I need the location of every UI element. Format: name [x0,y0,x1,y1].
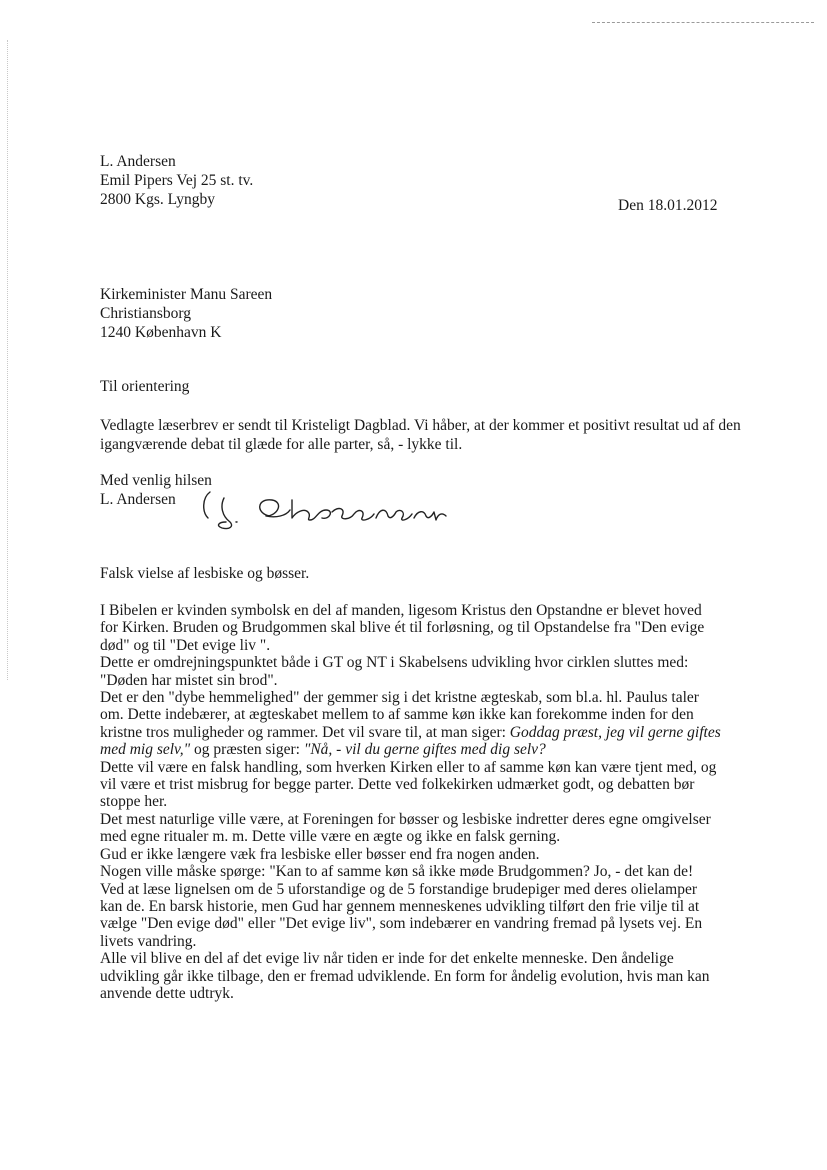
recipient-address [100,285,272,342]
article-line: vælge "Den evige død" eller "Det evige liv", som indebærer en vandring fremad på lysets vej. En [100,915,703,933]
article-line: Ved at læse lignelsen om de 5 uforstandige og de 5 forstandige brudepiger med deres olielamper [100,880,698,898]
article-line: "Døden har mistet sin brod". [100,671,278,689]
article-line: livets vandring. [100,932,197,950]
italic-quote: "Nå, - vil du gerne giftes med dig selv? [303,741,546,759]
article-line [100,741,765,758]
sender-name: L. Andersen [100,153,176,170]
article-line: Dette er omdrejningspunktet både i GT og NT i Skabelsens udvikling hvor cirklen sluttes med: [100,654,689,672]
letter-intro [100,416,760,454]
article-title [100,564,309,583]
sender-street: Emil Pipers Vej 25 st. tv. [100,172,254,189]
recipient-place: Christiansborg [100,305,191,322]
article-line: Alle vil blive en del af det evige liv når tiden er inde for det enkelte menneske. Den åndelige [100,950,674,968]
italic-quote-end: med mig selv," [100,741,191,759]
scan-edge-left [7,40,8,680]
article-line: Det mest naturlige ville være, at Foreningen for bøsser og lesbiske indretter deres egne omgivelser [100,810,711,828]
article-line: om. Dette indebærer, at ægteskabet mellem to af samme køn ikke kan forekomme inden for den [100,706,694,724]
article-line-start: kristne tros muligheder og rammer. Det vil svare til, at man siger: [100,723,510,741]
article-line [100,724,765,741]
article-line: Nogen ville måske spørge: "Kan to af samme køn så ikke møde Brudgommen? Jo, - det kan de! [100,863,694,881]
closing-greeting: Med venlig hilsen [100,472,212,489]
handwritten-signature [200,486,450,534]
recipient-name: Kirkeminister Manu Sareen [100,286,273,303]
article-line: med egne ritualer m. m. Dette ville være en ægte og ikke en falsk gerning. [100,828,561,846]
article-line: Dette vil være en falsk handling, som hverken Kirken eller to af samme køn kan være tjent med, og [100,758,717,776]
scan-edge-top [592,22,814,23]
letter-date: Den 18.01.2012 [618,197,718,214]
article-title-text: Falsk vielse af lesbiske og bøsser. [100,565,310,582]
article-line: Gud er ikke længere væk fra lesbiske eller bøsser end fra nogen anden. [100,845,540,863]
article-line: for Kirken. Bruden og Brudgommen skal blive ét til forløsning, og til Opstandelse fra "Den evige [100,619,705,637]
article-line-mid: og præsten siger: [190,741,304,759]
intro-paragraph: Vedlagte læserbrev er sendt til Kristeligt Dagblad. Vi håber, at der kommer et positivt resultat ud af den igangværende debat til glæde for alle parter, så, - lykke til. [100,417,741,453]
letter-heading [100,377,189,396]
heading-text: Til orientering [100,378,190,395]
article-line: stoppe her. [100,793,168,811]
article-line: Det er den "dybe hemmelighed" der gemmer sig i det kristne ægteskab, som bl.a. hl. Paulus taler [100,689,699,707]
letter-closing [100,471,212,509]
article-line: I Bibelen er kvinden symbolsk en del af manden, ligesom Kristus den Opstandne er blevet hoved [100,602,702,619]
sender-city: 2800 Kgs. Lyngby [100,191,215,208]
article-line: kan de. En barsk historie, men Gud har gennem menneskenes udvikling tilført den frie vilje til at [100,897,700,915]
recipient-city: 1240 København K [100,324,222,341]
italic-quote: Goddag præst, jeg vil gerne giftes [509,723,721,741]
sender-address [100,152,253,209]
article-line: anvende dette udtryk. [100,984,234,1002]
article-line: død" og til "Det evige liv ". [100,636,271,654]
article-line: udvikling går ikke tilbage, den er fremad udviklende. En form for åndelig evolution, hvis man kan [100,967,710,985]
article-body [100,602,765,1002]
closing-name: L. Andersen [100,491,176,508]
article-line: vil være et trist misbrug for begge parter. Dette ved folkekirken udmærket godt, og debatten bør [100,776,695,794]
